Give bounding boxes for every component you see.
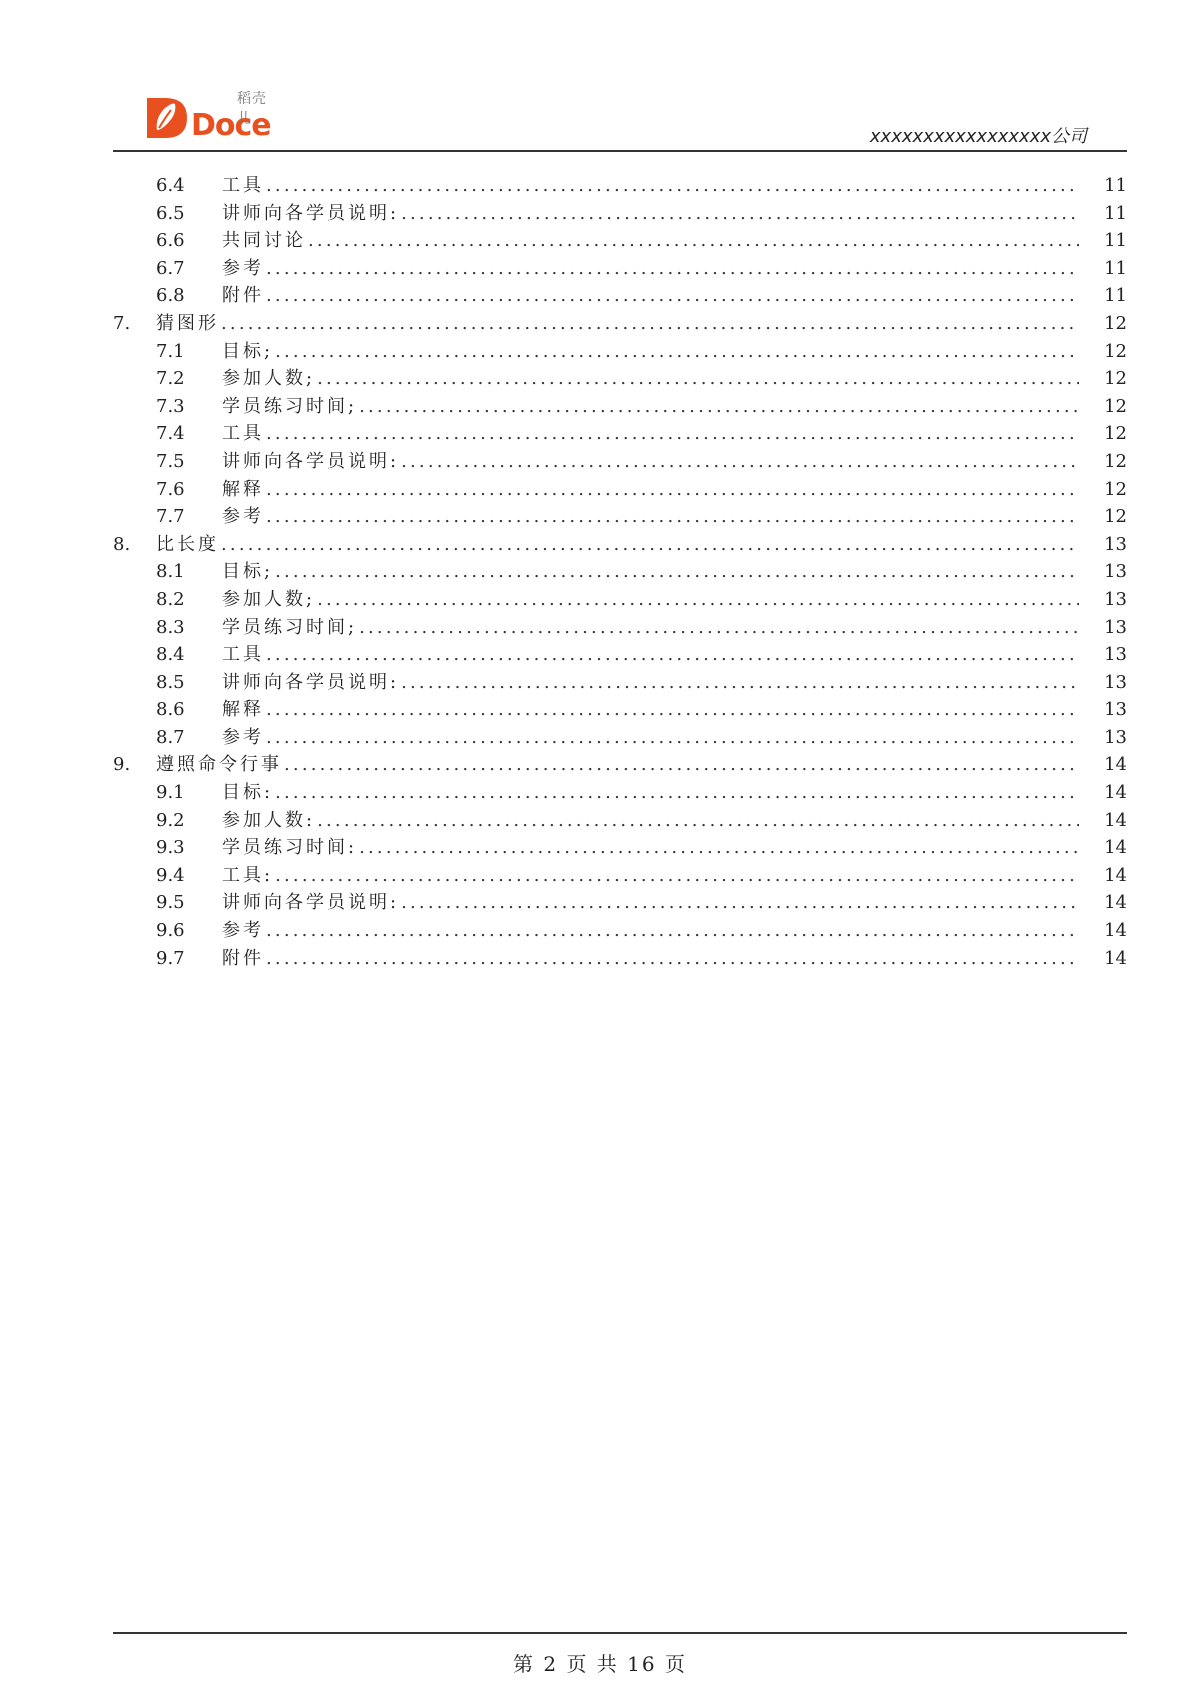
toc-entry-title: 目标; xyxy=(222,340,274,362)
toc-entry-body xyxy=(222,724,1127,752)
toc-entry-body xyxy=(222,172,1127,200)
toc-dot-leader xyxy=(275,338,1079,366)
toc-entry[interactable] xyxy=(113,310,1127,338)
toc-entry-title: 猜图形 xyxy=(156,312,219,334)
toc-dot-leader xyxy=(284,751,1079,779)
toc-entry-title: 学员练习时间; xyxy=(222,395,358,417)
toc-dot-leader xyxy=(308,227,1079,255)
toc-dot-leader xyxy=(401,889,1079,917)
toc-entry-page: 13 xyxy=(1104,644,1127,666)
toc-entry-page: 12 xyxy=(1104,395,1127,417)
toc-entry-number: 9. xyxy=(113,754,131,776)
toc-dot-leader xyxy=(275,862,1079,890)
toc-entry-title: 参加人数; xyxy=(222,588,316,610)
toc-dot-leader xyxy=(266,172,1079,200)
toc-dot-leader xyxy=(266,641,1079,669)
toc-entry[interactable] xyxy=(113,255,1127,283)
toc-entry-page: 14 xyxy=(1104,947,1127,969)
toc-entry-title: 参考 xyxy=(222,920,264,942)
toc-entry-title: 参考 xyxy=(222,726,264,748)
toc-entry-body xyxy=(156,751,1127,779)
toc-entry-number: 7.7 xyxy=(156,506,185,528)
toc-entry[interactable] xyxy=(113,669,1127,697)
toc-entry-page: 12 xyxy=(1104,312,1127,334)
toc-entry-title: 参考 xyxy=(222,257,264,279)
toc-dot-leader xyxy=(266,420,1079,448)
toc-dot-leader xyxy=(401,448,1079,476)
page-footer: 第 2 页 共 16 页 xyxy=(513,1652,687,1676)
toc-entry-title: 参加人数; xyxy=(222,368,316,390)
toc-entry-page: 14 xyxy=(1104,892,1127,914)
toc-entry[interactable] xyxy=(113,945,1127,973)
toc-dot-leader xyxy=(275,558,1079,586)
toc-dot-leader xyxy=(266,503,1079,531)
footer-divider xyxy=(113,1632,1127,1634)
toc-entry-page: 14 xyxy=(1104,809,1127,831)
toc-entry-title: 遵照命令行事 xyxy=(156,754,282,776)
toc-entry-number: 8.7 xyxy=(156,726,185,748)
toc-entry-body xyxy=(222,807,1127,835)
toc-entry[interactable] xyxy=(113,172,1127,200)
toc-entry-page: 13 xyxy=(1104,726,1127,748)
toc-entry[interactable] xyxy=(113,476,1127,504)
toc-entry-body xyxy=(156,531,1127,559)
toc-entry-body xyxy=(222,420,1127,448)
toc-entry-page: 14 xyxy=(1104,754,1127,776)
toc-entry[interactable] xyxy=(113,393,1127,421)
toc-dot-leader xyxy=(401,669,1079,697)
logo-wordmark: Doce xyxy=(191,108,271,143)
company-name: xxxxxxxxxxxxxxxxx公司 xyxy=(869,126,1087,147)
toc-entry-number: 8.6 xyxy=(156,699,185,721)
toc-entry-page: 13 xyxy=(1104,699,1127,721)
toc-dot-leader xyxy=(317,807,1079,835)
toc-entry-number: 9.4 xyxy=(156,864,185,886)
toc-entry-number: 8. xyxy=(113,533,131,555)
toc-entry-title: 目标: xyxy=(222,782,274,804)
toc-entry-body xyxy=(222,586,1127,614)
toc-entry-body xyxy=(222,476,1127,504)
toc-entry-body xyxy=(222,282,1127,310)
toc-entry-page: 12 xyxy=(1104,450,1127,472)
toc-entry-title: 讲师向各学员说明: xyxy=(222,202,400,224)
logo-cn-text: 稻壳儿 xyxy=(237,91,267,127)
toc-entry-number: 6.8 xyxy=(156,285,185,307)
toc-entry[interactable] xyxy=(113,558,1127,586)
toc-dot-leader xyxy=(266,476,1079,504)
toc-entry-page: 12 xyxy=(1104,368,1127,390)
page-header xyxy=(113,82,1127,152)
toc-entry-number: 6.4 xyxy=(156,175,185,196)
toc-entry-title: 参考 xyxy=(222,506,264,528)
toc-entry-page: 14 xyxy=(1104,920,1127,942)
toc-entry-page: 13 xyxy=(1104,588,1127,610)
toc-entry-body xyxy=(222,503,1127,531)
toc-entry-title: 讲师向各学员说明: xyxy=(222,892,400,914)
toc-entry-body xyxy=(222,834,1127,862)
toc-entry-number: 9.5 xyxy=(156,892,185,914)
toc-dot-leader xyxy=(266,255,1079,283)
toc-entry-page: 12 xyxy=(1104,340,1127,362)
toc-dot-leader xyxy=(266,917,1079,945)
toc-dot-leader xyxy=(317,365,1079,393)
toc-entry[interactable] xyxy=(113,917,1127,945)
toc-entry[interactable] xyxy=(113,531,1127,559)
toc-dot-leader xyxy=(266,282,1079,310)
toc-entry-body xyxy=(222,889,1127,917)
toc-entry-number: 6.6 xyxy=(156,230,185,252)
table-of-contents xyxy=(113,172,1127,972)
toc-dot-leader xyxy=(266,724,1079,752)
toc-entry[interactable] xyxy=(113,696,1127,724)
toc-entry[interactable] xyxy=(113,889,1127,917)
toc-entry[interactable] xyxy=(113,227,1127,255)
toc-entry-page: 12 xyxy=(1104,506,1127,528)
toc-entry-number: 7.3 xyxy=(156,395,185,417)
toc-entry-title: 工具 xyxy=(222,644,264,666)
toc-entry-body xyxy=(222,862,1127,890)
toc-entry[interactable] xyxy=(113,834,1127,862)
toc-dot-leader xyxy=(266,696,1079,724)
toc-entry[interactable] xyxy=(113,641,1127,669)
toc-entry-body xyxy=(222,779,1127,807)
toc-entry-page: 13 xyxy=(1104,616,1127,638)
toc-entry-body xyxy=(222,365,1127,393)
toc-entry-body xyxy=(222,255,1127,283)
toc-entry-number: 8.5 xyxy=(156,671,185,693)
toc-entry-title: 解释 xyxy=(222,699,264,721)
toc-entry-number: 7.1 xyxy=(156,340,185,362)
toc-entry-body xyxy=(222,945,1127,973)
toc-entry-title: 参加人数: xyxy=(222,809,316,831)
toc-entry-number: 9.6 xyxy=(156,920,185,942)
toc-entry-title: 工具 xyxy=(222,175,264,196)
toc-entry-number: 6.5 xyxy=(156,202,185,224)
toc-dot-leader xyxy=(359,614,1079,642)
toc-entry-title: 讲师向各学员说明: xyxy=(222,671,400,693)
toc-entry-body xyxy=(222,614,1127,642)
toc-entry-title: 附件 xyxy=(222,285,264,307)
toc-entry-title: 学员练习时间: xyxy=(222,837,358,859)
toc-dot-leader xyxy=(317,586,1079,614)
toc-entry-number: 9.3 xyxy=(156,837,185,859)
toc-entry[interactable] xyxy=(113,200,1127,228)
toc-entry[interactable] xyxy=(113,420,1127,448)
toc-entry-number: 9.1 xyxy=(156,782,185,804)
toc-dot-leader xyxy=(275,779,1079,807)
toc-dot-leader xyxy=(221,531,1079,559)
toc-entry[interactable] xyxy=(113,338,1127,366)
toc-entry-page: 13 xyxy=(1104,561,1127,583)
toc-entry-number: 7.4 xyxy=(156,423,185,445)
toc-entry[interactable] xyxy=(113,365,1127,393)
toc-entry-title: 目标; xyxy=(222,561,274,583)
toc-entry-number: 8.4 xyxy=(156,644,185,666)
toc-entry-page: 12 xyxy=(1104,478,1127,500)
toc-entry[interactable] xyxy=(113,779,1127,807)
toc-dot-leader xyxy=(221,310,1079,338)
toc-dot-leader xyxy=(401,200,1079,228)
toc-entry-page: 11 xyxy=(1104,202,1127,224)
toc-dot-leader xyxy=(359,834,1079,862)
toc-entry-page: 14 xyxy=(1104,864,1127,886)
toc-entry-page: 14 xyxy=(1104,837,1127,859)
toc-entry[interactable] xyxy=(113,862,1127,890)
toc-entry[interactable] xyxy=(113,807,1127,835)
toc-entry-page: 14 xyxy=(1104,782,1127,804)
toc-entry-number: 7.6 xyxy=(156,478,185,500)
toc-entry[interactable] xyxy=(113,724,1127,752)
toc-entry-title: 学员练习时间; xyxy=(222,616,358,638)
toc-entry-page: 11 xyxy=(1104,257,1127,279)
toc-dot-leader xyxy=(266,945,1079,973)
toc-entry-title: 讲师向各学员说明: xyxy=(222,450,400,472)
toc-dot-leader xyxy=(359,393,1079,421)
toc-entry-number: 9.2 xyxy=(156,809,185,831)
toc-entry-page: 11 xyxy=(1104,285,1127,307)
toc-entry[interactable] xyxy=(113,586,1127,614)
toc-entry-body xyxy=(222,227,1127,255)
toc-entry-body xyxy=(222,917,1127,945)
toc-entry-title: 共同讨论 xyxy=(222,230,306,252)
toc-entry-body xyxy=(222,338,1127,366)
toc-entry-body xyxy=(156,310,1127,338)
toc-entry-title: 工具 xyxy=(222,423,264,445)
toc-entry-page: 11 xyxy=(1104,230,1127,252)
toc-entry-number: 8.1 xyxy=(156,561,185,583)
toc-entry-page: 12 xyxy=(1104,423,1127,445)
toc-entry-body xyxy=(222,448,1127,476)
toc-entry[interactable] xyxy=(113,751,1127,779)
toc-entry[interactable] xyxy=(113,282,1127,310)
toc-entry-body xyxy=(222,558,1127,586)
toc-entry-body xyxy=(222,669,1127,697)
toc-entry-number: 7.5 xyxy=(156,450,185,472)
toc-entry-number: 7. xyxy=(113,312,131,334)
toc-entry[interactable] xyxy=(113,448,1127,476)
toc-entry-page: 11 xyxy=(1104,175,1127,196)
toc-entry-body xyxy=(222,393,1127,421)
toc-entry-title: 解释 xyxy=(222,478,264,500)
toc-entry-number: 8.2 xyxy=(156,588,185,610)
toc-entry-number: 9.7 xyxy=(156,947,185,969)
toc-entry-page: 13 xyxy=(1104,671,1127,693)
toc-entry-title: 工具: xyxy=(222,864,274,886)
toc-entry-body xyxy=(222,641,1127,669)
toc-entry-body xyxy=(222,696,1127,724)
toc-entry-number: 7.2 xyxy=(156,368,185,390)
toc-entry[interactable] xyxy=(113,614,1127,642)
toc-entry-page: 13 xyxy=(1104,533,1127,555)
toc-entry-title: 比长度 xyxy=(156,533,219,555)
toc-entry-title: 附件 xyxy=(222,947,264,969)
toc-entry-number: 8.3 xyxy=(156,616,185,638)
toc-entry-body xyxy=(222,200,1127,228)
toc-entry[interactable] xyxy=(113,503,1127,531)
toc-entry-number: 6.7 xyxy=(156,257,185,279)
docer-logo xyxy=(143,88,273,144)
